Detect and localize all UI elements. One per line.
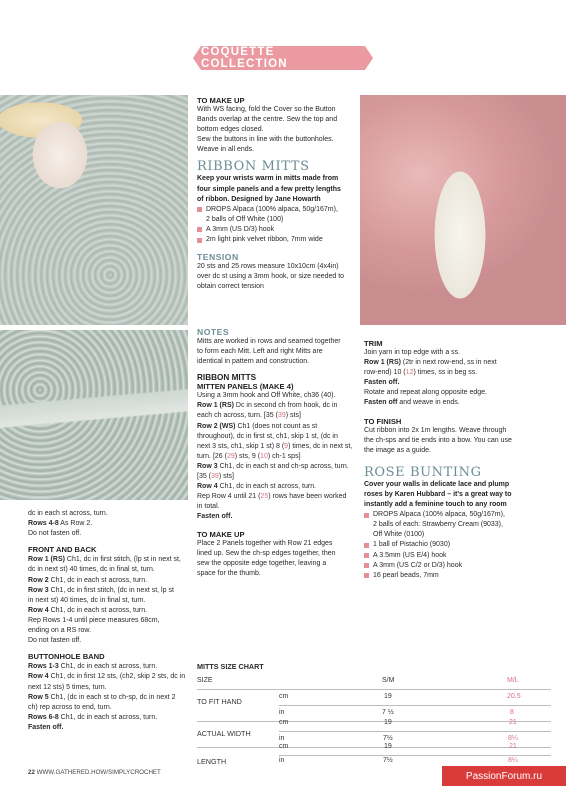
size-value: 9 [284, 442, 289, 450]
front-back-heading: FRONT AND BACK [28, 545, 97, 555]
text-line [28, 576, 190, 586]
text-line [197, 452, 362, 462]
text-line: Bands overlap at the centre. Sew the top and [197, 116, 338, 124]
text-line: four simple panels and a few pretty lengths [197, 185, 341, 193]
finish-text [364, 426, 554, 456]
text-line: dc in each st across, turn. [28, 510, 108, 517]
panels-text [197, 391, 362, 522]
text-span: next 3 sts, ch1, skip 1 st) 8 ( [197, 442, 285, 450]
section-banner [201, 46, 365, 70]
text-span: Ch1, dc in each st across, turn. [58, 713, 158, 721]
bullet-icon [364, 573, 369, 578]
text-span: As Row 2. [58, 520, 93, 528]
text-span: (2tr in next row-end, ss in next [400, 359, 497, 367]
row-label: Row 3 [197, 462, 218, 470]
list-item [364, 571, 554, 581]
text-line: 2m light pink velvet ribbon, 7mm wide [206, 236, 323, 244]
divider [197, 721, 279, 722]
value-sm: 19 [384, 693, 392, 700]
text-line: instantly add a feminine touch to any room [364, 501, 507, 509]
text-line: Fasten off. [364, 379, 400, 387]
text-line: bottom edges closed. [197, 126, 264, 134]
text-line: Rotate and repeat along opposite edge. [364, 389, 487, 397]
text-line: Fasten off. [197, 513, 233, 521]
text-span: Ch1, dc in each st across, turn. [48, 576, 148, 584]
text-line: the ch-sps and tie ends into a bow. You can use [364, 436, 512, 444]
row-label: Row 5 [28, 693, 49, 701]
finish-heading: TO FINISH [364, 416, 402, 426]
text-line: Do not fasten off. [28, 637, 82, 645]
notes-text [197, 337, 362, 367]
text-line [197, 482, 362, 492]
row-label: Row 2 [28, 576, 49, 584]
watermark-badge [442, 766, 566, 786]
make-up-heading: TO MAKE UP [197, 96, 245, 105]
text-line: space for the thumb. [197, 569, 261, 577]
text-span: Ch1, dc in each st and ch-sp across, turn. [217, 462, 349, 470]
panels-subheading: MITTEN PANELS (MAKE 4) [197, 382, 294, 392]
size-chart-title: MITTS SIZE CHART [197, 662, 264, 671]
value-sm: 19 [384, 743, 392, 750]
unit-label: cm [279, 693, 289, 700]
text-line: of ribbon. Designed by Jane Howarth [197, 195, 321, 203]
text-span: ) sts, 9 ( [234, 452, 261, 460]
row-label: ACTUAL WIDTH [197, 729, 251, 738]
bullet-icon [364, 513, 369, 518]
size-value: 29 [226, 452, 235, 460]
header-sm: S/M [382, 677, 395, 684]
list-item [364, 510, 554, 540]
bullet-icon [364, 563, 369, 568]
texture-photo [0, 330, 188, 500]
list-item [197, 225, 357, 235]
value-sm: 7½ [383, 735, 393, 742]
text-span: each ch across, turn. [35 ( [197, 412, 278, 420]
text-line [364, 358, 554, 368]
text-line: lined up. Sew the ch-sp edges together, then [197, 549, 336, 557]
text-span: [35 ( [197, 473, 212, 481]
tension-text [197, 262, 357, 292]
list-item [364, 540, 554, 550]
page-number: 22 [28, 769, 35, 776]
text-line: Weave in all ends. [197, 146, 255, 154]
table-row [279, 741, 551, 756]
unit-label: cm [279, 743, 289, 750]
row-label: Row 1 (RS) [28, 556, 65, 564]
text-line [197, 422, 362, 432]
text-line: Sew the buttons in line with the buttonholes. [197, 136, 334, 144]
row-label: Row 4 [28, 606, 49, 614]
text-span: ) ch-1 sps] [267, 452, 301, 460]
middle-column [197, 96, 357, 292]
row-label: Rows 4-8 [28, 520, 59, 528]
rose-bunting-title: ROSE BUNTING [364, 464, 482, 480]
text-span: Ch1, (dc in each st to ch-sp, dc in next 2 [48, 693, 176, 701]
text-line: A 3.5mm (US E/4) hook [373, 551, 447, 559]
text-line [197, 462, 362, 472]
size-value: 39 [211, 473, 219, 481]
text-line [28, 693, 190, 703]
value-sm: 19 [384, 719, 392, 726]
text-line: With WS facing, fold the Cover so the Button [197, 106, 336, 113]
text-line [28, 555, 190, 565]
text-line: obtain correct tension [197, 283, 264, 291]
text-line: A 3mm (US D/3) hook [206, 225, 275, 233]
text-span: Ch1 (does not count as st [235, 422, 318, 430]
text-span: Dc in second ch from hook, dc in [233, 402, 338, 410]
text-span: row-end) 10 ( [364, 369, 406, 377]
text-line: ch) rep across to end, turn. [28, 703, 112, 711]
unit-label: in [279, 709, 285, 716]
text-line: A 3mm (US C/2 or D/3) hook [373, 561, 463, 569]
text-line: over dc st using a 3mm hook, or size needed to [197, 273, 345, 281]
text-line: identical in pattern and construction. [197, 358, 310, 366]
size-value: 12 [405, 369, 414, 377]
rose-bunting-materials [364, 510, 554, 581]
text-line [28, 672, 190, 682]
text-span: ) times, ss in beg ss. [413, 369, 478, 377]
text-span: ) sts] [285, 412, 301, 420]
text-line: Off White (0100) [373, 531, 425, 539]
text-line: 16 pearl beads, 7mm [373, 571, 439, 579]
table-header-row [197, 673, 551, 690]
trim-heading: TRIM [364, 339, 383, 348]
text-span: Rep Row 4 until 21 ( [197, 493, 261, 501]
text-line [28, 606, 190, 616]
header-ml: M/L [507, 677, 519, 684]
text-line: Do not fasten off. [28, 530, 82, 538]
row-label: Row 4 [28, 673, 49, 681]
bullet-icon [197, 238, 202, 243]
text-line: Place 2 Panels together with Row 21 edges [197, 539, 333, 547]
bullet-icon [197, 227, 202, 232]
list-item [364, 551, 554, 561]
ribbon-mitts-materials [197, 205, 357, 245]
watermark-text: PassionForum.ru [465, 770, 543, 782]
text-line [197, 472, 362, 482]
banner-text: COQUETTE COLLECTION [201, 46, 288, 70]
text-line: Keep your wrists warm in mitts made from [197, 175, 339, 183]
footer-url[interactable]: WWW.GATHERED.HOW/SIMPLYCROCHET [34, 769, 161, 776]
notes-heading: NOTES [197, 327, 230, 337]
row-label: LENGTH [197, 757, 227, 766]
make-up2-heading: TO MAKE UP [197, 529, 245, 539]
text-line: DROPS Alpaca (100% alpaca, 50g/167m), [206, 205, 338, 213]
bullet-icon [197, 207, 202, 212]
size-value: 39 [277, 412, 286, 420]
value-ml: 21 [509, 719, 517, 726]
text-span: turn. [26 ( [197, 452, 227, 460]
text-span: ) times, dc in next st, [288, 442, 353, 450]
text-span: ) sts] [218, 473, 234, 481]
row-label: Rows 1-3 [28, 663, 59, 671]
panels-heading: RIBBON MITTS [197, 373, 257, 383]
unit-label: cm [279, 719, 289, 726]
tension-heading: TENSION [197, 252, 239, 263]
text-line: Using a 3mm hook and Off White, ch36 (40). [197, 392, 336, 400]
row-label: Row 1 (RS) [197, 402, 234, 410]
left-column-text [28, 509, 190, 733]
middle-column-lower [197, 327, 362, 579]
text-line [364, 398, 554, 408]
text-line [197, 442, 362, 452]
text-line: sew the opposite edge together, leaving a [197, 559, 327, 567]
list-item [197, 205, 357, 225]
text-line: in next st) 40 times, dc in final st, turn. [28, 596, 146, 604]
value-ml: 8¼ [508, 757, 518, 764]
text-line [28, 586, 190, 596]
pillow-photo [0, 95, 188, 325]
bullet-icon [364, 543, 369, 548]
text-line: to form each Mitt. Left and right Mitts are [197, 348, 323, 356]
right-column [364, 339, 554, 581]
buttonhole-heading: BUTTONHOLE BAND [28, 652, 105, 662]
text-line [197, 411, 362, 421]
mitt-photo [360, 95, 566, 325]
text-line [197, 401, 362, 411]
text-line: Cut ribbon into 2x 1m lengths. Weave through [364, 426, 507, 434]
text-line: 20 sts and 25 rows measure 10x10cm (4x4in) [197, 263, 339, 271]
row-label: TO FIT HAND [197, 697, 242, 706]
text-line: the image as a guide. [364, 446, 431, 454]
row-label: Rows 6-8 [28, 713, 59, 721]
text-span: and weave in ends. [397, 399, 460, 407]
list-item [364, 561, 554, 571]
text-line: 2 balls of Off White (100) [206, 215, 284, 223]
header-size: SIZE [197, 677, 213, 684]
row-label: Row 2 (WS) [197, 422, 236, 430]
list-item [197, 235, 357, 245]
table-row [279, 715, 551, 732]
value-ml: 8¼ [508, 735, 518, 742]
text-line: in total. [197, 503, 220, 511]
value-ml: 20.5 [507, 693, 521, 700]
text-line [197, 492, 362, 502]
text-line: next 12 sts) 5 times, turn. [28, 683, 107, 691]
row-label: Row 3 [28, 586, 49, 594]
make-up2-text [197, 539, 362, 579]
text-line: ending on a RS row. [28, 627, 92, 635]
text-span: Ch1, dc in each st across, turn. [48, 606, 148, 614]
text-line [28, 662, 190, 672]
text-line: Join yarn in top edge with a ss. [364, 349, 461, 356]
text-line: dc in next st) 40 times, dc in final st, turn. [28, 566, 155, 574]
value-ml: 8 [510, 709, 514, 716]
ribbon-mitts-intro [197, 174, 357, 204]
text-span: ) rows have been worked [268, 493, 347, 501]
text-line [28, 713, 190, 723]
text-line: 1 ball of Pistachio (9030) [373, 541, 451, 549]
text-line: Rep Rows 1-4 until piece measures 68cm, [28, 616, 160, 624]
size-value: 10 [260, 452, 268, 460]
row-label: Row 4 [197, 483, 218, 491]
size-value: 25 [260, 493, 269, 501]
page-footer [28, 769, 161, 776]
table-row [279, 689, 551, 706]
rose-bunting-intro [364, 480, 554, 510]
text-span: Ch1, dc in first 12 sts, (ch2, skip 2 sts, dc in [48, 673, 186, 681]
ribbon-mitts-title: RIBBON MITTS [197, 159, 310, 175]
text-line [364, 368, 554, 378]
text-line: throughout), dc in first st, ch1, skip 1 st, (dc in [197, 432, 338, 440]
value-sm: 7 ½ [382, 709, 394, 716]
make-up-text [197, 105, 357, 155]
unit-label: in [279, 757, 285, 764]
text-line: DROPS Alpaca (100% alpaca, 50g/167m), [373, 511, 505, 519]
row-label: Row 1 (RS) [364, 359, 401, 367]
text-span: Ch1, dc in first stitch, (lp st in next st, [64, 556, 181, 564]
value-sm: 7½ [383, 757, 393, 764]
text-line: 2 balls of each: Strawberry Cream (9033), [373, 521, 503, 529]
text-line: Cover your walls in delicate lace and plump [364, 480, 510, 488]
text-span: Fasten off [364, 399, 398, 407]
text-line: roses by Karen Hubbard – it's a great way to [364, 490, 512, 498]
text-line: Mitts are worked in rows and seamed together [197, 338, 341, 345]
text-line: Fasten off. [28, 723, 64, 731]
text-span: Ch1, dc in first stitch, (dc in next st, lp st [48, 586, 174, 594]
text-span: Ch1, dc in each st across, turn. [58, 663, 158, 671]
trim-text [364, 348, 554, 409]
text-span: Ch1, dc in each st across, turn. [217, 483, 317, 491]
value-ml: 21 [509, 743, 517, 750]
text-line [28, 519, 190, 529]
unit-label: in [279, 735, 285, 742]
bullet-icon [364, 553, 369, 558]
